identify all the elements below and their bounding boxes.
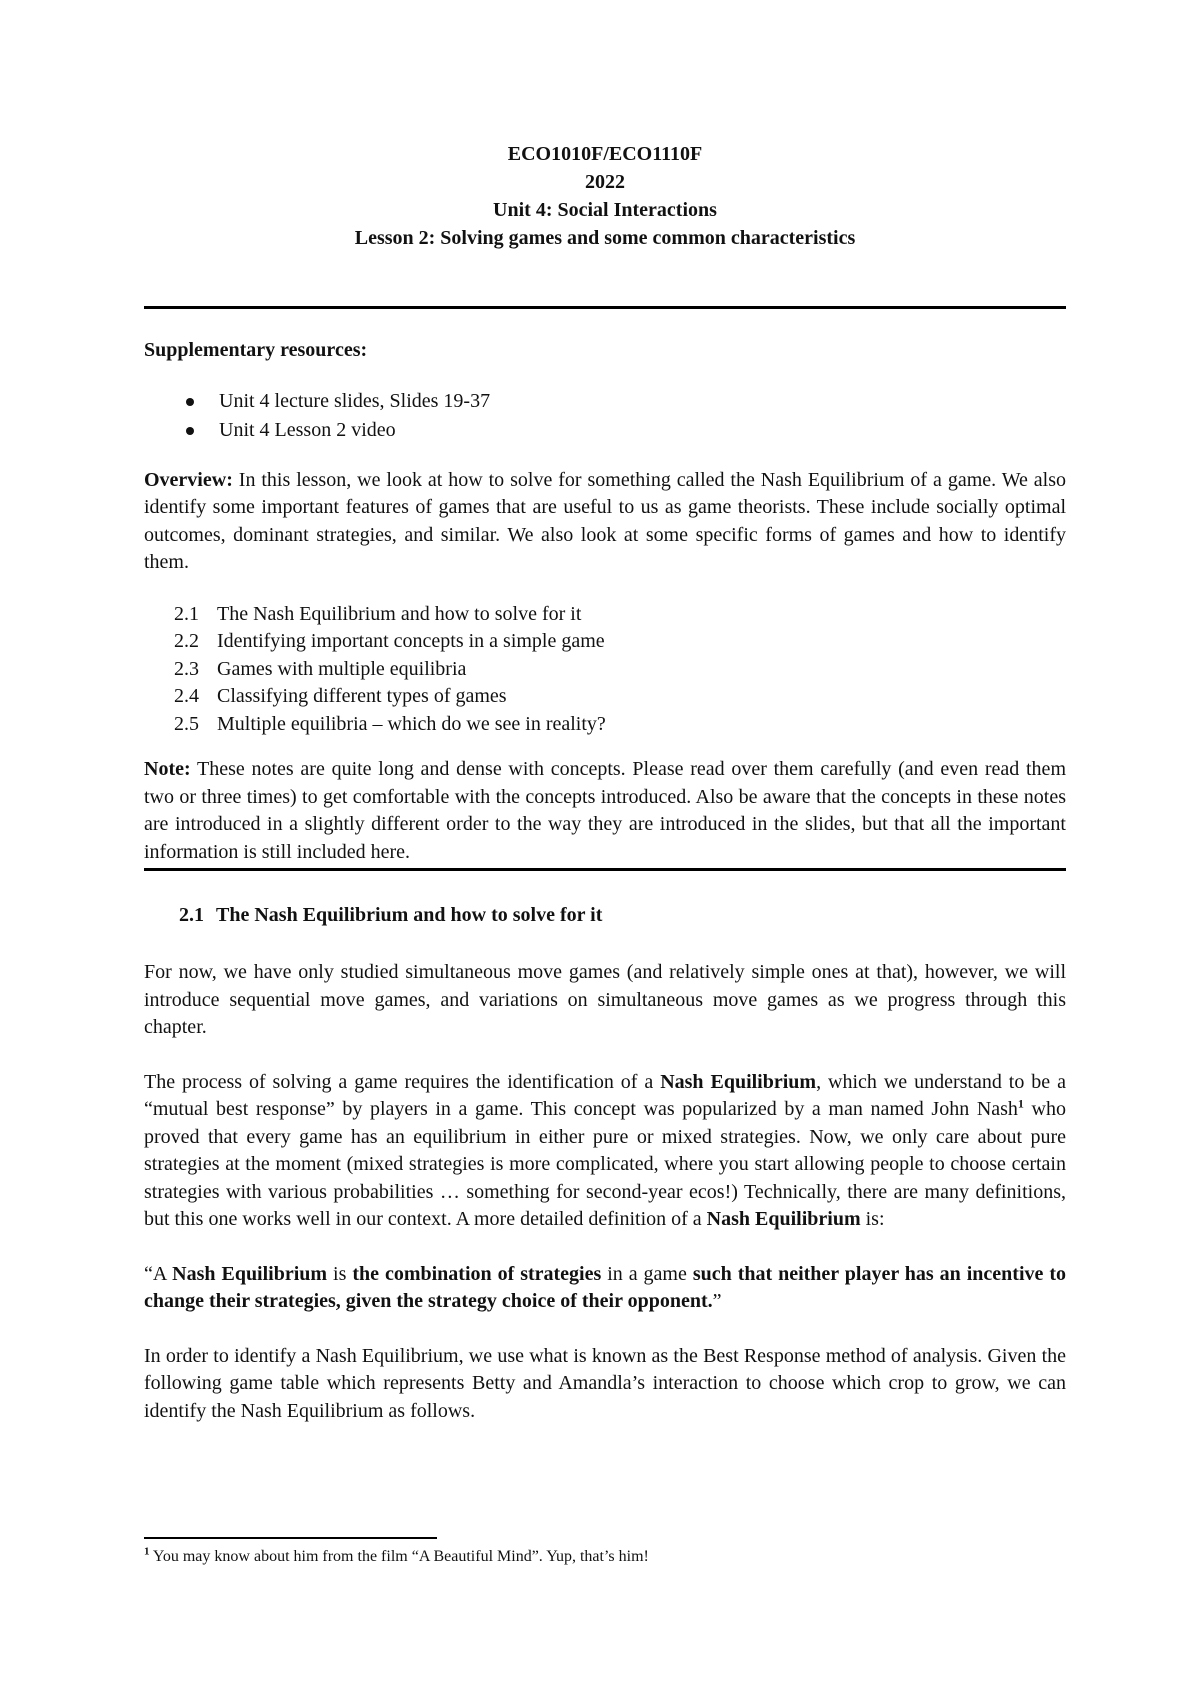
- note-divider: [144, 868, 1066, 871]
- lesson-title: Lesson 2: Solving games and some common characteristics: [354, 227, 856, 249]
- supplementary-heading: Supplementary resources:: [144, 339, 368, 361]
- header-divider: [144, 306, 1066, 309]
- year: 2022: [585, 171, 625, 193]
- toc-item: 2.4 Classifying different types of games: [174, 685, 507, 707]
- toc-item: 2.2 Identifying important concepts in a simple game: [174, 630, 605, 652]
- body-paragraph: For now, we have only studied simultaneous move games (and relatively simple ones at that), however, we will introduce sequential move games, and variations on simultaneous move games as we progress through this chapter.: [144, 961, 1066, 1038]
- note-paragraph: Note: These notes are quite long and dense with concepts. Please read over them carefully (and even read them two or three times) to get comfortable with the concepts introduced. Also be aware that the concepts in these notes are introduced in a slightly different order to the way they are introduced in the slides, but that all the important information is still included here.: [144, 758, 1066, 863]
- bullet-icon: [186, 427, 194, 435]
- toc-item: 2.3 Games with multiple equilibria: [174, 657, 467, 680]
- section-heading: 2.1 The Nash Equilibrium and how to solve for it: [179, 904, 603, 926]
- toc-item: 2.1 The Nash Equilibrium and how to solve for it: [174, 602, 582, 625]
- supplementary-list: [144, 387, 1066, 445]
- overview-label: Overview:: [144, 468, 233, 491]
- body-paragraph: The process of solving a game requires the identification of a Nash Equilibrium, which we understand to be a “mutual best response” by players in a game. This concept was popularized by a man named John Nash$^1$ who proved that every game has an equilibrium in either pure or mixed strategies. Now, we only care about pure strategies at the moment (mixed strategies is more complicated, where you start allowing people to choose certain strategies with various probabilities … something for second-year ecos!) Technically, there are many definitions, but this one works well in our context. A more detailed definition of a Nash Equilibrium is:: [144, 1070, 1066, 1230]
- note-label: Note:: [144, 758, 191, 780]
- unit-title: Unit 4: Social Interactions: [493, 199, 717, 221]
- bullet-icon: [186, 398, 194, 406]
- toc-item: 2.5 Multiple equilibria – which do we see in reality?: [174, 712, 606, 735]
- course-code: ECO1010F/ECO1110F: [507, 143, 703, 165]
- footnote-divider: [144, 1537, 437, 1539]
- document-header: [144, 140, 1066, 252]
- lesson-contents: [144, 601, 1066, 739]
- document-page: [144, 140, 1066, 1425]
- footnote-reference[interactable]: 1: [1017, 1096, 1024, 1111]
- list-item: Unit 4 lecture slides, Slides 19-37: [144, 387, 1066, 416]
- footnote: $^1$ You may know about him from the film “A Beautiful Mind”. Yup, that’s him!: [144, 1545, 649, 1565]
- overview-paragraph: Overview: In this lesson, we look at how to solve for something called the Nash Equilibrium of a game. We also identify some important features of games that are useful to us as game theorists. These include socially optimal outcomes, dominant strategies, and similar. We also look at some specific forms of games and how to identify them.: [144, 468, 1066, 573]
- body-paragraph: In order to identify a Nash Equilibrium, we use what is known as the Best Response method of analysis. Given the following game table which represents Betty and Amandla’s interaction to choose which crop to grow, we can identify the Nash Equilibrium as follows.: [144, 1344, 1066, 1422]
- definition-quote: “A Nash Equilibrium is the combination of strategies in a game such that neither player has an incentive to change their strategies, given the strategy choice of their opponent.”: [144, 1262, 1066, 1312]
- list-item: Unit 4 Lesson 2 video: [144, 416, 1066, 445]
